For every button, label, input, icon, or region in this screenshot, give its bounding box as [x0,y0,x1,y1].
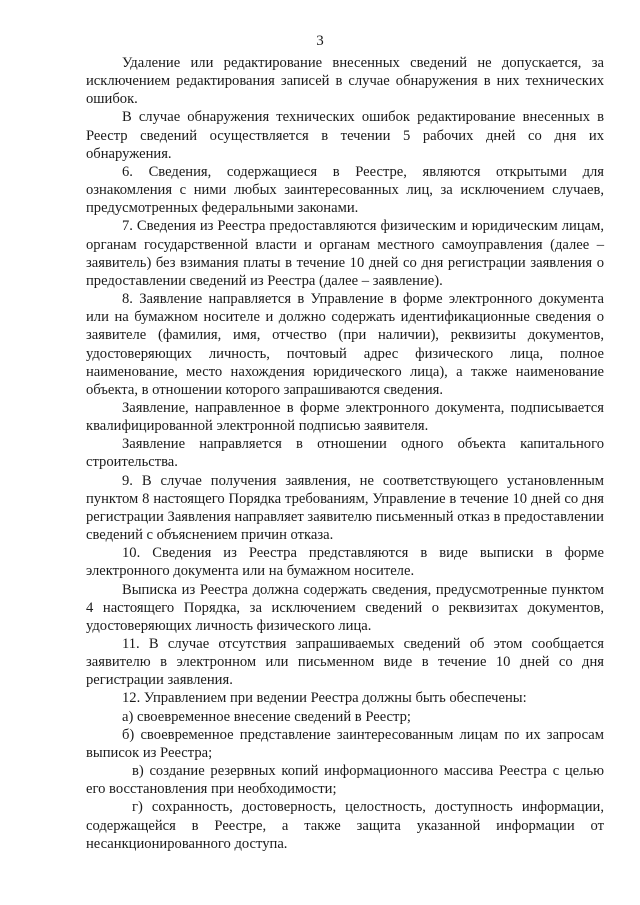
paragraph-item-7: 7. Сведения из Реестра предоставляются физическим и юридическим лицам, органам государственной власти и органам местного самоуправления (далее – заявитель) без взимания платы в течение 10 дней со дня регистрации заявления о предоставлении сведений из Реестра (далее – заявление). [86,218,604,289]
paragraph-item-8: 8. Заявление направляется в Управление в форме электронного документа или на бумажном носителе и должно содержать идентификационные сведения о заявителе (фамилия, имя, отчество (при наличии), реквизиты документов, удостоверяющих личность, почтовый адрес физического лица, полное наименование, место нахождения юридического лица), а также наименование объекта, в отношении которого запрашиваются сведения. [86,291,604,398]
paragraph-item-9: 9. В случае получения заявления, не соответствующего установленным пунктом 8 настоящего Порядка требованиям, Управление в течение 10 дней со дня регистрации Заявления направляет заявителю письменный отказ в предоставлении сведений с объяснением причин отказа. [86,472,604,544]
paragraph-item-12: 12. Управлением при ведении Реестра должны быть обеспечены: [122,690,527,707]
document-body [86,54,604,853]
paragraph-item-10: 10. Сведения из Реестра представляются в виде выписки в форме электронного документа или на бумажном носителе. [86,545,604,580]
list-item-v: в) создание резервных копий информационного массива Реестра с целью его восстановления при необходимости; [86,763,604,798]
paragraph-item-6: 6. Сведения, содержащиеся в Реестре, являются открытыми для ознакомления с ними любых заинтересованных лиц, за исключением случаев, предусмотренных федеральными законами. [86,163,604,217]
list-item-b: б) своевременное представление заинтересованным лицам по их запросам выписок из Реестра; [86,726,604,761]
paragraph-single-object: Заявление направляется в отношении одного объекта капитального строительства. [86,436,604,471]
paragraph-technical-errors: В случае обнаружения технических ошибок редактирование внесенных в Реестр сведений осуществляется в течении 5 рабочих дней со дня их обнаружения. [86,109,604,162]
list-item-a: а) своевременное внесение сведений в Реестр; [122,708,411,725]
paragraph-item-11: 11. В случае отсутствия запрашиваемых сведений об этом сообщается заявителю в электронном или письменном виде в течение 10 дней со дня регистрации заявления. [86,636,604,689]
paragraph-deletion-prohibited: Удаление или редактирование внесенных сведений не допускается, за исключением редактирования записей в случае обнаружения в них технических ошибок. [86,55,604,108]
paragraph-extract-contents: Выписка из Реестра должна содержать сведения, предусмотренные пунктом 4 настоящего Порядка, за исключением сведений о реквизитах документов, удостоверяющих личность физического лица. [86,581,604,634]
page-number: 3 [316,33,324,49]
paragraph-electronic-signature: Заявление, направленное в форме электронного документа, подписывается квалифицированной электронной подписью заявителя. [86,399,604,435]
list-item-g: г) сохранность, достоверность, целостность, доступность информации, содержащейся в Реестре, а также защита указанной информации от несанкционированного доступа. [86,799,604,852]
